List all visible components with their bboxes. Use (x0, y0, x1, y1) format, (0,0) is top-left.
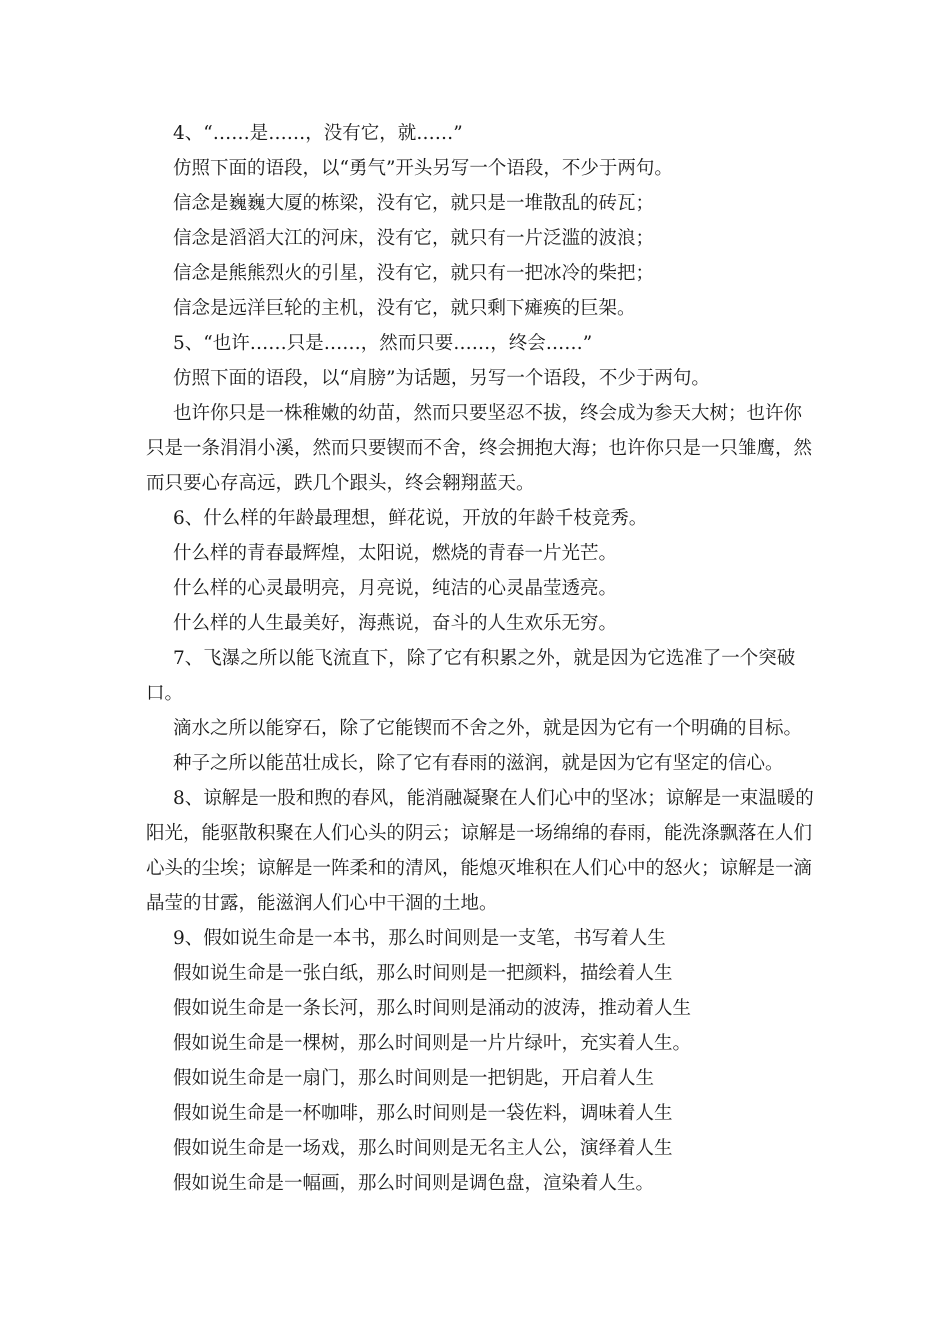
example-line: 滴水之所以能穿石，除了它能锲而不舍之外，就是因为它有一个明确的目标。 (173, 718, 803, 739)
example-paragraph: 也许你只是一株稚嫩的幼苗，然而只要坚忍不拔，终会成为参天大树；也许你只是一条涓涓小溪，然而只要锲而不舍，终会拥抱大海；也许你只是一只雏鹰，然而只要心存高远，跌几个跟头，终会翱翔蓝天。 (146, 403, 813, 494)
example-line: 假如说生命是一杯咖啡，那么时间则是一袋佐料，调味着人生 (173, 1103, 673, 1124)
example-line: 假如说生命是一幅画，那么时间则是调色盘，渲染着人生。 (173, 1173, 655, 1194)
instruction-text: 仿照下面的语段，以“肩膀”为话题，另写一个语段，不少于两句。 (173, 368, 710, 389)
heading-item-7: 7、飞瀑之所以能飞流直下，除了它有积累之外，就是因为它选准了一个突破口。 (146, 648, 796, 704)
example-line: 假如说生命是一场戏，那么时间则是无名主人公，演绎着人生 (173, 1138, 673, 1159)
example-line: 种子之所以能茁壮成长，除了它有春雨的滋润，就是因为它有坚定的信心。 (173, 753, 784, 774)
example-line: 什么样的人生最美好，海燕说，奋斗的人生欢乐无穷。 (173, 613, 618, 634)
heading-item-8: 8、谅解是一股和煦的春风，能消融凝聚在人们心中的坚冰；谅解是一束温暖的阳光，能驱散积聚在人们心头的阴云；谅解是一场绵绵的春雨，能洗涤飘落在人们心头的尘埃；谅解是一阵柔和的清风，能熄灭堆积在人们心中的怒火；谅解是一滴晶莹的甘露，能滋润人们心中干涸的土地。 (146, 788, 814, 914)
example-line: 信念是远洋巨轮的主机，没有它，就只剩下瘫痪的巨架。 (173, 298, 636, 319)
example-line: 假如说生命是一张白纸，那么时间则是一把颜料，描绘着人生 (173, 963, 673, 984)
heading-item-5: 5、“也许……只是……，然而只要……，终会……” (173, 333, 593, 354)
document-body (146, 116, 816, 1201)
example-line: 假如说生命是一扇门，那么时间则是一把钥匙，开启着人生 (173, 1068, 655, 1089)
example-line: 什么样的心灵最明亮，月亮说，纯洁的心灵晶莹透亮。 (173, 578, 618, 599)
example-line: 什么样的青春最辉煌，太阳说，燃烧的青春一片光芒。 (173, 543, 618, 564)
heading-item-6: 6、什么样的年龄最理想，鲜花说，开放的年龄千枝竞秀。 (173, 508, 648, 529)
example-line: 信念是滔滔大江的河床，没有它，就只有一片泛滥的波浪； (173, 228, 655, 249)
example-line: 信念是巍巍大厦的栋梁，没有它，就只是一堆散乱的砖瓦； (173, 193, 655, 214)
instruction-text: 仿照下面的语段，以“勇气”开头另写一个语段，不少于两句。 (173, 158, 673, 179)
example-line: 假如说生命是一棵树，那么时间则是一片片绿叶，充实着人生。 (173, 1033, 692, 1054)
example-line: 假如说生命是一条长河，那么时间则是涌动的波涛，推动着人生 (173, 998, 692, 1019)
heading-item-4: 4、“……是……，没有它，就……” (173, 123, 463, 144)
heading-item-9: 9、假如说生命是一本书，那么时间则是一支笔，书写着人生 (173, 928, 666, 949)
example-line: 信念是熊熊烈火的引星，没有它，就只有一把冰冷的柴把； (173, 263, 655, 284)
